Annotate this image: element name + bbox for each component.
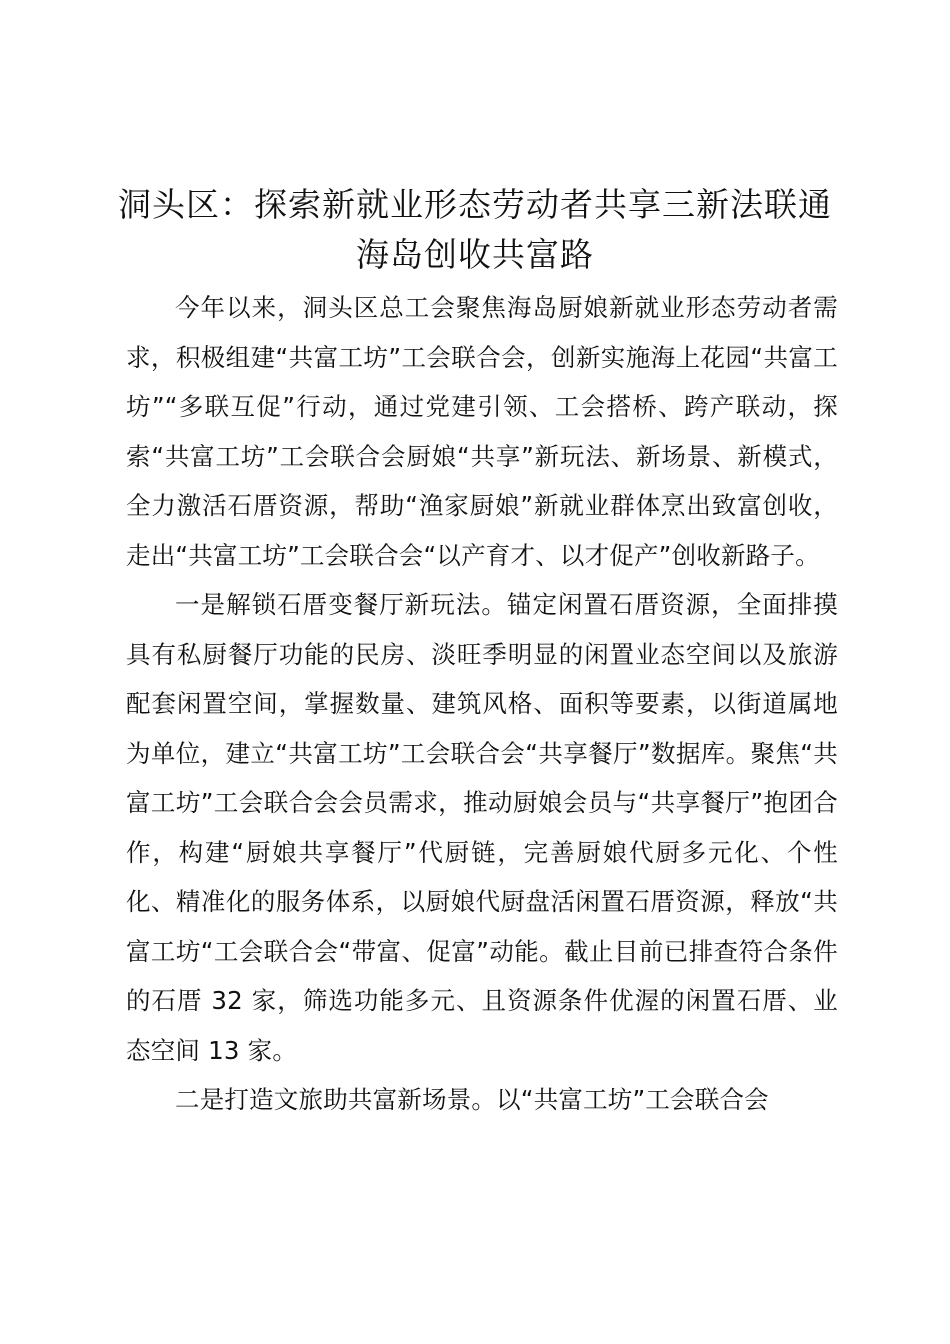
paragraph-point-one: 一是解锁石厝变餐厅新玩法。锚定闲置石厝资源，全面排摸具有私厨餐厅功能的民房、淡旺季明显的闲置业态空间以及旅游配套闲置空间，掌握数量、建筑风格、面积等要素，以街道属地为单位，建立“共富工坊”工会联合会“共享餐厅”数据库。聚焦“共富工坊”工会联合会会员需求，推动厨娘会员与“共享餐厅”抱团合作，构建“厨娘共享餐厅”代厨链，完善厨娘代厨多元化、个性化、精准化的服务体系，以厨娘代厨盘活闲置石厝资源，释放“共富工坊“工会联合会“带富、促富”动能。截止目前已排查符合条件的石厝 32 家，筛选功能多元、且资源条件优渥的闲置石厝、业态空间 13 家。 <box>126 590 838 1065</box>
document-body <box>126 283 838 1125</box>
paragraph-intro: 今年以来，洞头区总工会聚焦海岛厨娘新就业形态劳动者需求，积极组建“共富工坊”工会联合会，创新实施海上花园“共富工坊”“多联互促”行动，通过党建引领、工会搭桥、跨产联动，探索“共富工坊”工会联合会厨娘“共享”新玩法、新场景、新模式，全力激活石厝资源，帮助“渔家厨娘”新就业群体烹出致富创收，走出“共富工坊”工会联合会“以产育才、以才促产”创收新路子。 <box>126 293 838 570</box>
document-title: 洞头区：探索新就业形态劳动者共享三新法联通海岛创收共富路 <box>118 185 832 274</box>
paragraph-point-two: 二是打造文旅助共富新场景。以“共富工坊”工会联合会 <box>175 1085 769 1114</box>
